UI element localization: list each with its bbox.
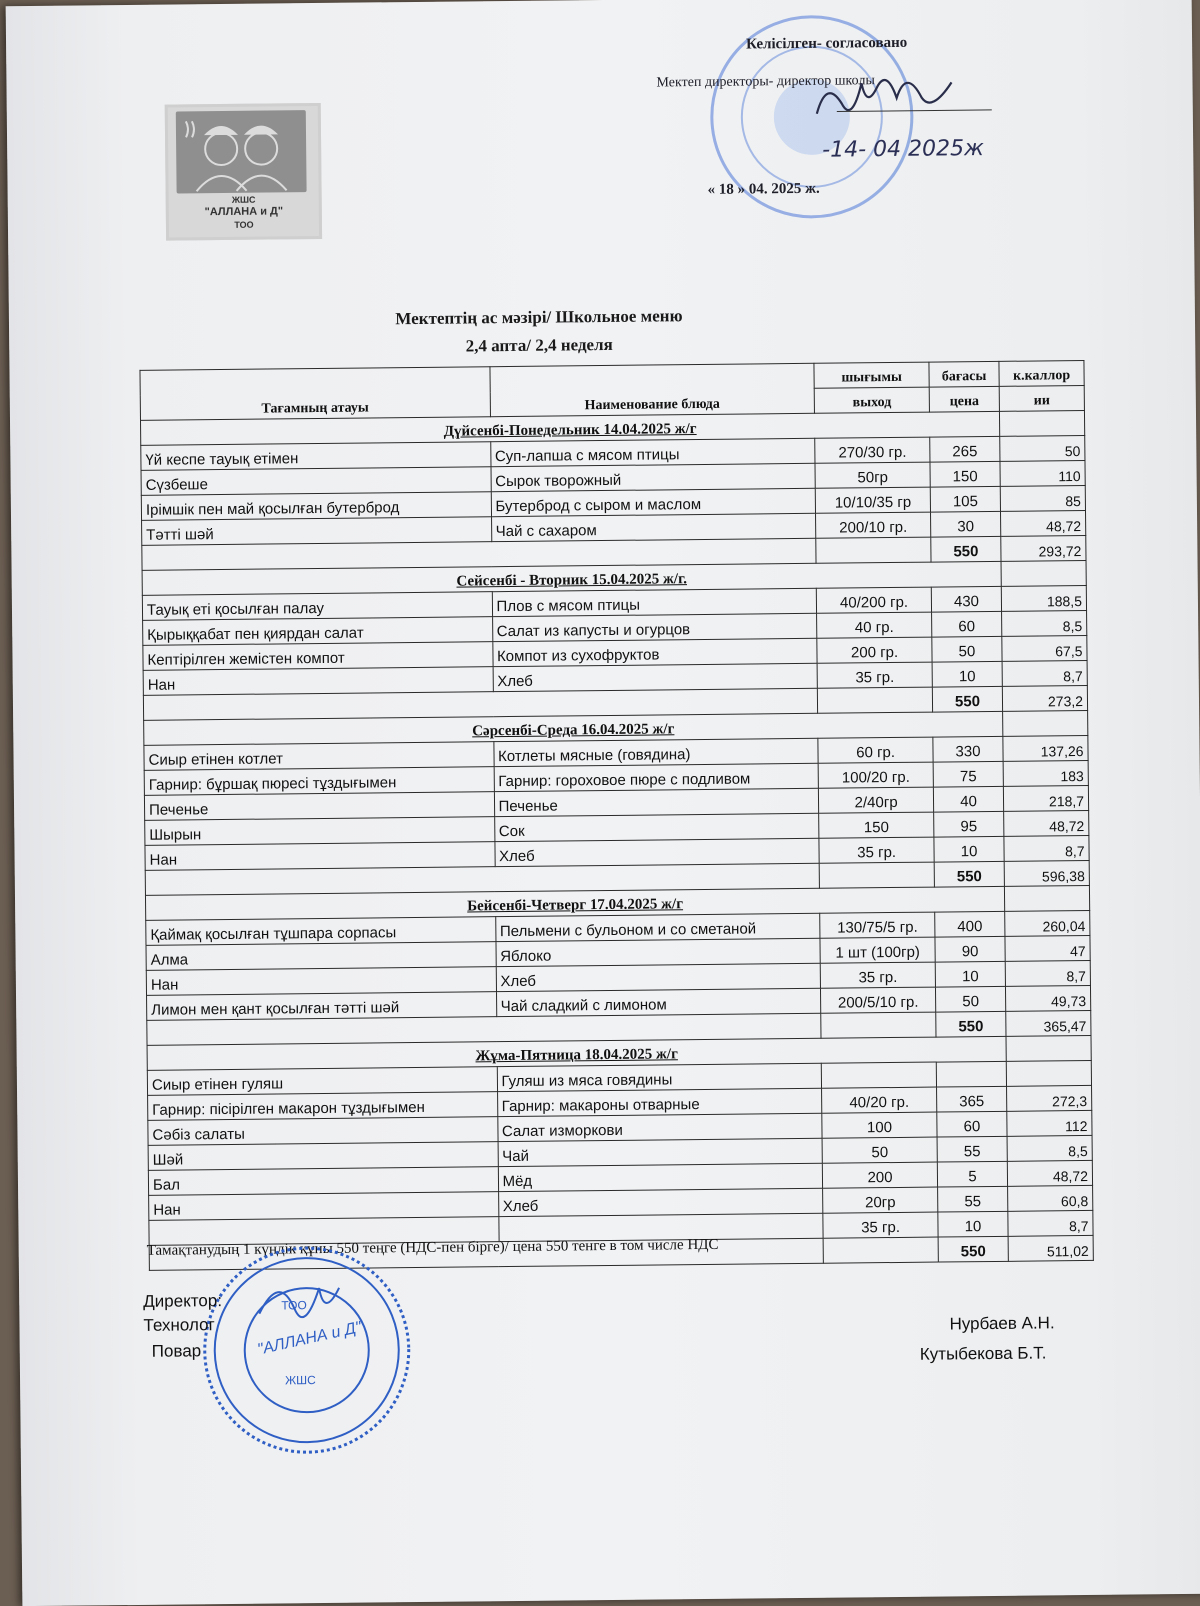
day-total-calories: 511,02 xyxy=(1008,1235,1093,1261)
dish-name-kz: Сүзбеше xyxy=(141,467,491,496)
logo-line1: ЖШС xyxy=(231,194,256,205)
logo-illustration xyxy=(176,110,307,193)
stamp-text-center: "АЛЛАНА и Д" xyxy=(255,1318,364,1359)
dish-calories: 110 xyxy=(1000,460,1085,486)
dish-output: 40/200 гр. xyxy=(816,587,931,613)
dish-name-ru: Салат из капусты и огурцов xyxy=(492,613,817,641)
dish-output xyxy=(821,1062,936,1088)
document-page xyxy=(6,0,1200,1606)
header-calories-bottom: ии xyxy=(999,385,1084,411)
dish-price: 90 xyxy=(935,936,1005,962)
dish-name-ru: Сок xyxy=(494,813,819,841)
dish-price: 50 xyxy=(932,636,1002,662)
dish-price: 430 xyxy=(931,586,1001,612)
dish-name-ru: Чай xyxy=(498,1138,823,1166)
day-header-empty xyxy=(999,410,1084,436)
header-kz-name: Тағамның атауы xyxy=(140,367,490,421)
dish-name-kz: Гарнир: пісірілген макарон тұздығымен xyxy=(148,1092,498,1121)
dish-name-ru: Компот из сухофруктов xyxy=(492,638,817,666)
signatory-name-1: Нурбаев А.Н. xyxy=(949,1313,1055,1334)
dish-price: 10 xyxy=(935,961,1005,987)
company-round-stamp xyxy=(199,1242,416,1459)
dish-name-kz: Кептірілген жемістен компот xyxy=(143,642,493,671)
day-title: Бейсенбі-Четверг 17.04.2025 ж/г xyxy=(145,886,1004,920)
dish-name-ru: Бутерброд с сыром и маслом xyxy=(491,488,816,516)
dish-name-ru: Чай с сахаром xyxy=(491,513,816,541)
signatory-name-2: Кутыбекова Б.Т. xyxy=(919,1343,1047,1364)
dish-name-kz: Шырын xyxy=(145,817,495,846)
day-header-empty xyxy=(1001,560,1086,586)
dish-name-ru: Пельмени с бульоном и со сметаной xyxy=(495,913,820,941)
dish-price: 10 xyxy=(932,661,1002,687)
dish-name-ru: Мёд xyxy=(498,1163,823,1191)
dish-price: 365 xyxy=(937,1086,1007,1112)
dish-price: 265 xyxy=(930,436,1000,462)
dish-output: 35 гр. xyxy=(817,662,932,688)
dish-output: 200 гр. xyxy=(817,637,932,663)
dish-name-ru: Печенье xyxy=(494,788,819,816)
day-title: Жұма-Пятница 18.04.2025 ж/г xyxy=(147,1036,1006,1070)
dish-name-kz: Нан xyxy=(145,842,495,871)
dish-calories: 48,72 xyxy=(1004,810,1089,836)
dish-output: 50гр xyxy=(815,462,930,488)
dish-output: 35 гр. xyxy=(819,837,934,863)
dish-name-kz: Нан xyxy=(146,967,496,996)
day-total-calories: 596,38 xyxy=(1004,860,1089,886)
dish-calories: 8,7 xyxy=(1005,960,1090,986)
approval-agreed: Келісілген- согласовано xyxy=(746,34,908,53)
dish-name-ru: Хлеб xyxy=(498,1188,823,1216)
day-total-calories: 293,72 xyxy=(1001,535,1086,561)
menu-title: Мектептің ас мәзірі/ Школьное меню xyxy=(395,306,683,329)
dish-output: 130/75/5 гр. xyxy=(820,912,935,938)
dish-output: 35 гр. xyxy=(820,962,935,988)
footer-price-note: Тамақтанудың 1 күндік құны 550 теңге (НДС-пен бірге)/ цена 550 тенге в том числе НДС xyxy=(146,1236,719,1259)
total-empty xyxy=(816,537,931,563)
dish-name-kz: Алма xyxy=(146,942,496,971)
dish-calories: 8,7 xyxy=(1008,1210,1093,1236)
dish-output: 20гр xyxy=(823,1187,938,1213)
dish-name-kz: Қырыққабат пен қиярдан салат xyxy=(143,617,493,646)
dish-name-ru: Суп-лапша с мясом птицы xyxy=(490,438,815,466)
dish-calories: 218,7 xyxy=(1003,785,1088,811)
dish-calories: 8,7 xyxy=(1004,835,1089,861)
dish-output: 270/30 гр. xyxy=(815,437,930,463)
day-header-empty xyxy=(1004,885,1089,911)
dish-name-ru: Котлеты мясные (говядина) xyxy=(493,738,818,766)
dish-name-kz: Қаймақ қосылған тұшпара сорпасы xyxy=(146,917,496,946)
dish-output: 100 xyxy=(822,1112,937,1138)
total-empty xyxy=(819,862,934,888)
dish-output: 40/20 гр. xyxy=(822,1087,937,1113)
dish-price: 40 xyxy=(933,786,1003,812)
dish-name-kz: Үй кеспе тауық етімен xyxy=(141,442,491,471)
dish-price: 400 xyxy=(935,911,1005,937)
stamp-text-top: ТОО xyxy=(281,1298,307,1313)
dish-price: 5 xyxy=(937,1161,1007,1187)
dish-calories: 272,3 xyxy=(1007,1085,1092,1111)
dish-calories: 137,26 xyxy=(1003,735,1088,761)
dish-name-kz: Печенье xyxy=(144,792,494,821)
dish-calories: 112 xyxy=(1007,1110,1092,1136)
dish-calories: 85 xyxy=(1000,485,1085,511)
dish-price: 330 xyxy=(933,736,1003,762)
dish-name-kz: Нан xyxy=(149,1192,499,1221)
menu-subtitle: 2,4 апта/ 2,4 неделя xyxy=(465,334,613,356)
director-label: Директор: xyxy=(143,1291,223,1311)
dish-output: 2/40гр xyxy=(819,787,934,813)
dish-calories: 67,5 xyxy=(1002,635,1087,661)
day-total-price: 550 xyxy=(934,861,1004,887)
dish-output: 35 гр. xyxy=(823,1212,938,1238)
dish-calories: 260,04 xyxy=(1005,910,1090,936)
day-header-empty xyxy=(1003,710,1088,736)
dish-output: 10/10/35 гр xyxy=(815,487,930,513)
dish-name-ru: Гуляш из мяса говядины xyxy=(497,1063,822,1091)
dish-output: 150 xyxy=(819,812,934,838)
dish-name-ru: Хлеб xyxy=(493,663,818,691)
dish-price: 55 xyxy=(938,1186,1008,1212)
dish-price: 50 xyxy=(936,986,1006,1012)
day-header-empty xyxy=(1006,1035,1091,1061)
dish-calories: 48,72 xyxy=(1007,1160,1092,1186)
dish-price: 55 xyxy=(937,1136,1007,1162)
dish-name-kz: Ірімшік пен май қосылған бутерброд xyxy=(141,492,491,521)
dish-output: 60 гр. xyxy=(818,737,933,763)
dish-name-ru: Сырок творожный xyxy=(491,463,816,491)
dish-price xyxy=(936,1061,1006,1087)
day-total-price: 550 xyxy=(931,536,1001,562)
technologist-label: Технолог xyxy=(143,1315,215,1335)
dish-name-kz: Сәбіз салаты xyxy=(148,1117,498,1146)
dish-price: 10 xyxy=(934,836,1004,862)
total-empty xyxy=(821,1012,936,1038)
dish-calories: 60,8 xyxy=(1008,1185,1093,1211)
header-price-ru: цена xyxy=(929,386,999,412)
day-total-calories: 273,2 xyxy=(1002,685,1087,711)
dish-name-ru: Гарнир: гороховое пюре с подливом xyxy=(494,763,819,791)
approval-handwritten-date: -14- 04 2025ж xyxy=(822,136,985,163)
day-title: Дүйсенбі-Понедельник 14.04.2025 ж/г xyxy=(140,411,999,445)
stamp-text-bottom: ЖШС xyxy=(284,1373,316,1388)
dish-calories: 183 xyxy=(1003,760,1088,786)
dish-calories: 49,73 xyxy=(1005,985,1090,1011)
dish-price: 30 xyxy=(931,511,1001,537)
day-total-price: 550 xyxy=(932,686,1002,712)
dish-output: 200/5/10 гр. xyxy=(821,987,936,1013)
dish-name-ru: Салат изморкови xyxy=(497,1113,822,1141)
director-signature xyxy=(806,72,997,124)
total-empty xyxy=(817,687,932,713)
dish-calories: 8,7 xyxy=(1002,660,1087,686)
total-empty xyxy=(823,1237,938,1263)
dish-output: 50 xyxy=(822,1137,937,1163)
dish-output: 1 шт (100гр) xyxy=(820,937,935,963)
dish-price: 60 xyxy=(932,611,1002,637)
dish-name-ru: Хлеб xyxy=(494,838,819,866)
dish-name-kz: Сиыр етінен гуляш xyxy=(147,1067,497,1096)
dish-name-kz: Гарнир: бұршақ пюресі тұздығымен xyxy=(144,767,494,796)
dish-price: 150 xyxy=(930,461,1000,487)
dish-name-ru: Яблоко xyxy=(496,938,821,966)
header-output-kz: шығымы xyxy=(814,362,929,388)
day-title: Сейсенбі - Вторник 15.04.2025 ж/г. xyxy=(142,561,1001,595)
dish-price: 75 xyxy=(933,761,1003,787)
dish-price: 10 xyxy=(938,1211,1008,1237)
dish-name-ru: Плов с мясом птицы xyxy=(492,588,817,616)
cook-label: Повар xyxy=(151,1341,202,1361)
company-logo xyxy=(165,103,322,241)
dish-price: 105 xyxy=(930,486,1000,512)
dish-output: 40 гр. xyxy=(817,612,932,638)
dish-name-kz: Тәтті шәй xyxy=(142,517,492,546)
approval-director-line: Мектеп директоры- директор школы xyxy=(656,73,875,91)
dish-calories: 48,72 xyxy=(1000,510,1085,536)
dish-name-ru: Гарнир: макароны отварные xyxy=(497,1088,822,1116)
dish-calories: 47 xyxy=(1005,935,1090,961)
dish-calories: 8,5 xyxy=(1002,610,1087,636)
dish-name-ru: Хлеб xyxy=(496,963,821,991)
header-output-ru: выход xyxy=(814,387,929,413)
dish-calories xyxy=(1006,1060,1091,1086)
day-title: Сәрсенбі-Среда 16.04.2025 ж/г xyxy=(144,711,1003,745)
dish-calories: 50 xyxy=(1000,435,1085,461)
header-ru-name: Наименование блюда xyxy=(489,363,814,416)
dish-name-kz: Лимон мен қант қосылған тәтті шәй xyxy=(147,992,497,1021)
dish-price: 60 xyxy=(937,1111,1007,1137)
dish-price: 95 xyxy=(934,811,1004,837)
header-calories-top: к.каллор xyxy=(999,360,1084,386)
dish-output: 100/20 гр. xyxy=(818,762,933,788)
dish-output: 200/10 гр. xyxy=(816,512,931,538)
day-total-price: 550 xyxy=(936,1011,1006,1037)
approval-date-line: « 18 » 04. 2025 ж. xyxy=(707,180,820,198)
dish-name-kz: Бал xyxy=(148,1167,498,1196)
dish-output: 200 xyxy=(822,1162,937,1188)
logo-line3: ТОО xyxy=(234,219,254,230)
dish-calories: 8,5 xyxy=(1007,1135,1092,1161)
dish-name-kz: Тауық еті қосылған палау xyxy=(142,592,492,621)
dish-name-kz: Сиыр етінен котлет xyxy=(144,742,494,771)
dish-name-kz: Нан xyxy=(143,667,493,696)
day-total-price: 550 xyxy=(938,1236,1008,1262)
dish-name-ru: Чай сладкий с лимоном xyxy=(496,988,821,1016)
header-price-kz: бағасы xyxy=(929,361,999,387)
menu-table xyxy=(139,360,1093,1271)
dish-calories: 188,5 xyxy=(1001,585,1086,611)
day-total-calories: 365,47 xyxy=(1006,1010,1091,1036)
dish-name-kz: Шәй xyxy=(148,1142,498,1171)
logo-line2: "АЛЛАНА и Д" xyxy=(204,205,284,219)
